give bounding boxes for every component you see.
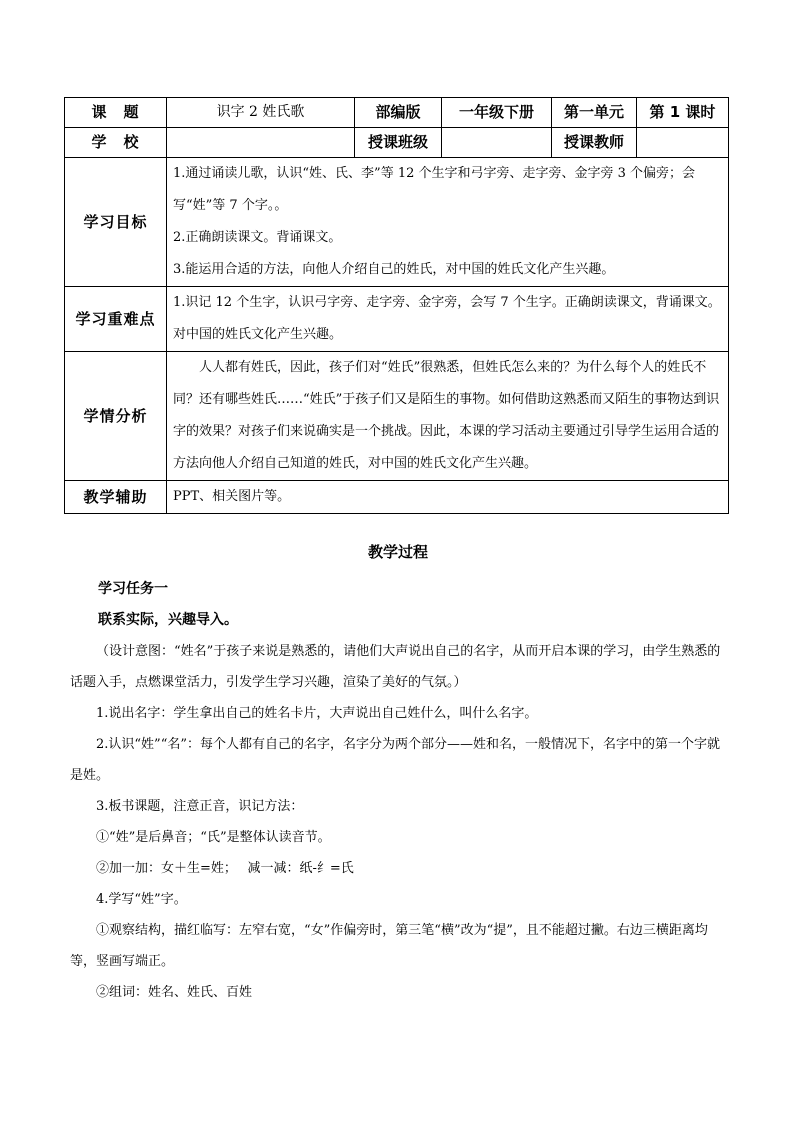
lesson-title: 识字 2 姓氏歌 <box>167 98 355 128</box>
step-4-a: ①观察结构，描红临写：左窄右宽，“女”作偏旁时，第三笔“横”改为“提”，且不能超过撇。右边三横距离均等，竖画写端正。 <box>70 923 708 969</box>
table-row-objectives <box>65 158 729 287</box>
analysis-text: 人人都有姓氏，因此，孩子们对“姓氏”很熟悉，但姓氏怎么来的？为什么每个人的姓氏不同？还有哪些姓氏……“姓氏”于孩子们又是陌生的事物。如何借助这熟悉而又陌生的事物达到识字的效果？对孩子们来说确实是一个挑战。因此，本课的学习活动主要通过引导学生运用合适的方法向他人介绍自己知道的姓氏，对中国的姓氏文化产生兴趣。 <box>173 360 720 471</box>
step-2: 2.认识“姓”“名”：每个人都有自己的名字，名字分为两个部分——姓和名，一般情况下，名字中的第一个字就是姓。 <box>70 737 720 783</box>
step-3-b: ②加一加：女＋生=姓； 减一减：纸-纟=氏 <box>96 861 354 876</box>
analysis-label: 学情分析 <box>65 352 167 481</box>
period: 第 1 课时 <box>637 98 729 128</box>
objective-item: 1.通过诵读儿歌，认识“姓、氏、李”等 12 个生字和弓字旁、走字旁、金字旁 3 个偏旁；会写“姓”等 7 个字。。 <box>173 166 696 213</box>
teacher-value <box>637 128 729 158</box>
aids-text: PPT、相关图片等。 <box>173 489 291 504</box>
process-heading: 教学过程 <box>367 543 428 561</box>
grade: 一年级下册 <box>442 98 552 128</box>
table-row-topic <box>65 98 729 128</box>
analysis-content <box>167 352 729 481</box>
objectives-label: 学习目标 <box>65 158 167 287</box>
step-1: 1.说出名字：学生拿出自己的姓名卡片，大声说出自己姓什么，叫什么名字。 <box>96 706 538 721</box>
class-label: 授课班级 <box>355 128 442 158</box>
step-3-a: ①“姓”是后鼻音；“氏”是整体认读音节。 <box>96 830 331 845</box>
step-3: 3.板书课题，注意正音，识记方法： <box>96 799 304 814</box>
key-points-content <box>167 287 729 352</box>
table-row-school <box>65 128 729 158</box>
aids-label: 教学辅助 <box>65 481 167 514</box>
topic-label: 课 题 <box>65 98 167 128</box>
school-label: 学 校 <box>65 128 167 158</box>
objective-item: 3.能运用合适的方法，向他人介绍自己的姓氏，对中国的姓氏文化产生兴趣。 <box>173 262 615 277</box>
table-row-key-points <box>65 287 729 352</box>
objectives-content <box>167 158 729 287</box>
objective-item: 2.正确朗读课文。背诵课文。 <box>173 230 342 245</box>
key-points-label: 学习重难点 <box>65 287 167 352</box>
key-points-text: 1.识记 12 个生字，认识弓字旁、走字旁、金字旁，会写 7 个生字。正确朗读课文，背诵课文。对中国的姓氏文化产生兴趣。 <box>173 295 721 342</box>
design-intent: （设计意图：“姓名”于孩子来说是熟悉的，请他们大声说出自己的名字，从而开启本课的学习，由学生熟悉的话题入手，点燃课堂活力，引发学生学习兴趣，渲染了美好的气氛。） <box>70 644 721 690</box>
unit: 第一单元 <box>552 98 637 128</box>
aids-content <box>167 481 729 514</box>
table-row-aids <box>65 481 729 514</box>
table-row-analysis <box>65 352 729 481</box>
teacher-label: 授课教师 <box>552 128 637 158</box>
school-value <box>167 128 355 158</box>
step-4-b: ②组词：姓名、姓氏、百姓 <box>96 985 253 1000</box>
edition: 部编版 <box>355 98 442 128</box>
step-4: 4.学写“姓”字。 <box>96 892 187 907</box>
teaching-process-section <box>70 538 726 1008</box>
class-value <box>442 128 552 158</box>
lesson-info-table <box>64 97 729 514</box>
task-title: 学习任务一 <box>98 581 168 597</box>
task-subtitle: 联系实际，兴趣导入。 <box>98 612 238 628</box>
